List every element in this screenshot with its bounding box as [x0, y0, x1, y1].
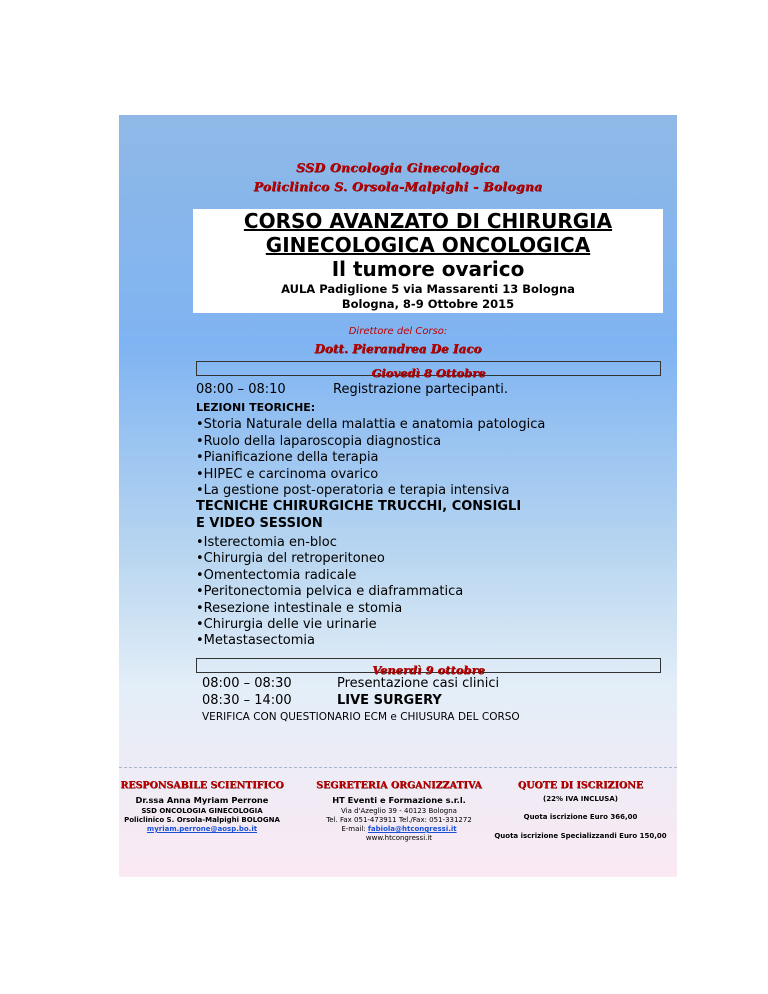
day1-time: 08:00 – 08:10 [196, 382, 286, 397]
scientific-email-link[interactable]: myriam.perrone@aosp.bo.it [146, 825, 258, 833]
organizing-secretariat [299, 780, 499, 843]
lesson-item: •Storia Naturale della malattia e anatomia patologica [196, 417, 546, 432]
scientific-heading: RESPONSABILE SCIENTIFICO [120, 780, 284, 791]
director-label: Direttore del Corso: [348, 326, 448, 337]
technique-item: •Peritonectomia pelvica e diaframmatica [196, 584, 464, 599]
technique-item: •Chirurgia delle vie urinarie [196, 617, 377, 632]
lesson-item: •Ruolo della laparoscopia diagnostica [196, 434, 442, 449]
secretariat-name: HT Eventi e Formazione s.r.l. [332, 795, 466, 805]
secretariat-heading: SEGRETERIA ORGANIZZATIVA [316, 780, 482, 791]
day2-closing: VERIFICA CON QUESTIONARIO ECM e CHIUSURA DEL CORSO [202, 711, 520, 723]
course-poster [119, 115, 677, 877]
lessons-label: LEZIONI TEORICHE: [196, 401, 316, 414]
fee-standard: Quota iscrizione Euro 366,00 [523, 813, 638, 821]
day1-heading-bar [196, 361, 661, 380]
lesson-item: •La gestione post-operatoria e terapia intensiva [196, 483, 510, 498]
lesson-item: •Pianificazione della terapia [196, 450, 379, 465]
day2-time2: 08:30 – 14:00 [202, 693, 292, 708]
fees-heading: QUOTE DI ISCRIZIONE [517, 780, 644, 791]
department-name: SSD Oncologia Ginecologica [296, 160, 500, 175]
scientific-name: Dr.ssa Anna Myriam Perrone [135, 795, 269, 805]
technique-item: •Omentectomia radicale [196, 568, 357, 583]
lesson-item: •HIPEC e carcinoma ovarico [196, 467, 379, 482]
technique-item: •Resezione intestinale e stomia [196, 601, 403, 616]
day1-heading: Giovedì 8 Ottobre [371, 366, 486, 380]
day2-item1: Presentazione casi clinici [337, 676, 500, 691]
course-dates: Bologna, 8-9 Ottobre 2015 [341, 297, 515, 311]
registration-fees [484, 780, 677, 841]
course-location: AULA Padiglione 5 via Massarenti 13 Bologna [281, 282, 575, 296]
technique-item: •Metastasectomia [196, 633, 315, 648]
day2-heading: Venerdì 9 ottobre [372, 663, 485, 677]
scientific-hospital: Policlinico S. Orsola-Malpighi BOLOGNA [124, 816, 280, 824]
day2-time1: 08:00 – 08:30 [202, 676, 292, 691]
fee-residents: Quota iscrizione Specializzandi Euro 150,00 [494, 832, 667, 840]
secretariat-website[interactable]: www.htcongressi.it [365, 834, 433, 842]
secretariat-email-link[interactable]: fabiola@htcongressi.it [367, 825, 457, 833]
course-subtitle: Il tumore ovarico [331, 257, 525, 281]
secretariat-phones: Tel. Fax 051-473911 Tel./Fax: 051-331272 [326, 816, 472, 824]
day2-item2: LIVE SURGERY [337, 693, 442, 708]
fees-vat: (22% IVA INCLUSA) [543, 795, 618, 803]
secretariat-email-label: E-mail: [341, 825, 368, 833]
technique-item: •Chirurgia del retroperitoneo [196, 551, 385, 566]
techniques-heading-line2: E VIDEO SESSION [196, 516, 323, 531]
techniques-heading-line1: TECNICHE CHIRURGICHE TRUCCHI, CONSIGLI [196, 499, 522, 514]
technique-item: •Isterectomia en-bloc [196, 535, 337, 550]
title-box [193, 209, 663, 313]
day2-heading-bar [196, 658, 661, 677]
course-title-line1: CORSO AVANZATO DI CHIRURGIA [243, 209, 613, 233]
footer-divider [119, 767, 677, 768]
day1-registration: Registrazione partecipanti. [333, 382, 508, 397]
director-name: Dott. Pierandrea De Iaco [314, 342, 482, 356]
secretariat-address: Via d'Azeglio 39 - 40123 Bologna [341, 807, 457, 815]
hospital-name: Policlinico S. Orsola-Malpighi - Bologna [253, 179, 543, 194]
scientific-dept: SSD ONCOLOGIA GINECOLOGIA [141, 807, 263, 815]
scientific-responsible [119, 780, 285, 833]
secretariat-email-row [299, 825, 499, 834]
course-title-line2: GINECOLOGICA ONCOLOGICA [265, 233, 591, 257]
